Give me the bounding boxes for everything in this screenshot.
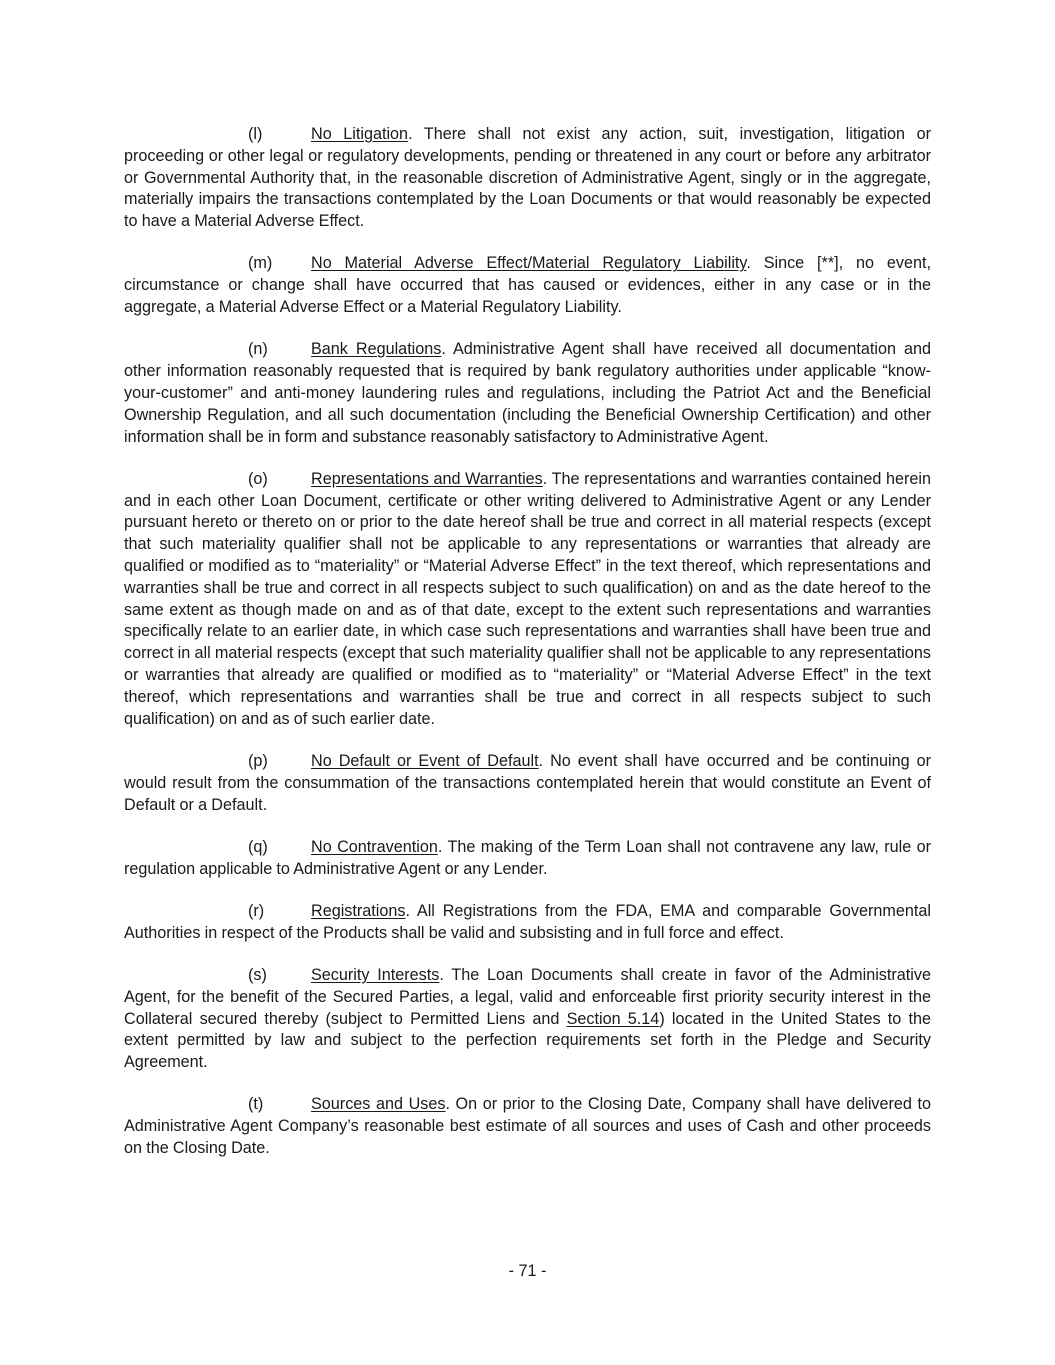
section-l bbox=[124, 124, 931, 233]
section-heading: No Default or Event of Default bbox=[311, 751, 539, 770]
page-number: - 71 - bbox=[508, 1262, 547, 1280]
section-p bbox=[124, 751, 931, 816]
section-heading: Sources and Uses bbox=[311, 1095, 446, 1114]
section-text: . All Registrations from the FDA, EMA and comparable Governmental Authorities in respect of the Products shall be valid and subsisting and in full force and effect. bbox=[124, 901, 931, 942]
section-q bbox=[124, 837, 931, 881]
section-label: (m) bbox=[248, 254, 273, 273]
section-o bbox=[124, 469, 931, 731]
section-label: (o) bbox=[248, 469, 268, 488]
section-m bbox=[124, 253, 931, 318]
section-text: . Administrative Agent shall have received all documentation and other information reasonably requested that is required by bank regulatory authorities under applicable “know-your-customer” and anti-money laundering rules and regulations, including the Patriot Act and the Beneficial Ownership Regulation, and all such documentation (including the Beneficial Ownership Certification) and other information shall be in form and substance reasonably satisfactory to Administrative Agent. bbox=[124, 340, 931, 446]
section-heading: Registrations bbox=[311, 901, 406, 920]
section-text-continued: ) located in the United States to the extent permitted by law and subject to the perfection requirements set forth in the Pledge and Security Agreement. bbox=[124, 1009, 931, 1072]
section-heading: Security Interests bbox=[311, 966, 440, 984]
section-label: (p) bbox=[248, 751, 268, 770]
section-n bbox=[124, 339, 931, 448]
section-s bbox=[124, 965, 931, 1074]
section-text: . On or prior to the Closing Date, Company shall have delivered to Administrative Agent Company’s reasonable best estimate of all sources and uses of Cash and other proceeds on the Closing Date. bbox=[124, 1095, 932, 1158]
section-label: (l) bbox=[248, 125, 263, 143]
section-heading: No Contravention bbox=[311, 837, 438, 856]
section-text: . There shall not exist any action, suit, investigation, litigation or proceeding or other legal or regulatory developments, pending or threatened in any court or before any arbitrator or Governmental Authority that, in the reasonable discretion of Administrative Agent, singly or in the aggregate, materially impairs the transactions contemplated by the Loan Documents or that would reasonably be expected to have a Material Adverse Effect. bbox=[124, 125, 931, 231]
section-label: (r) bbox=[248, 901, 265, 920]
section-text: . Since [**], no event, circumstance or change shall have occurred that has caused or evidences, either in any case or in the aggregate, a Material Adverse Effect or a Material Regulatory Liability. bbox=[124, 254, 931, 317]
section-text: . The Loan Documents shall create in favor of the Administrative Agent, for the benefit of the Secured Parties, a legal, valid and enforceable first priority security interest in the Collateral secured thereby (subject to Permitted Liens and bbox=[124, 966, 931, 1028]
section-cross-reference: Section 5.14 bbox=[566, 1009, 660, 1028]
section-text: . The making of the Term Loan shall not contravene any law, rule or regulation applicable to Administrative Agent or any Lender. bbox=[124, 837, 931, 878]
section-label: (n) bbox=[248, 340, 268, 359]
section-heading: No Litigation bbox=[311, 125, 409, 143]
section-text: . No event shall have occurred and be continuing or would result from the consummation of the transactions contemplated herein that would constitute an Event of Default or a Default. bbox=[124, 751, 932, 814]
section-label: (q) bbox=[248, 837, 268, 856]
section-heading: Representations and Warranties bbox=[311, 469, 543, 488]
section-heading: No Material Adverse Effect/Material Regulatory Liability bbox=[311, 254, 747, 273]
section-t bbox=[124, 1094, 931, 1159]
section-label: (s) bbox=[248, 966, 267, 984]
section-label: (t) bbox=[248, 1095, 264, 1114]
section-r bbox=[124, 901, 931, 945]
section-heading: Bank Regulations bbox=[311, 340, 442, 359]
document-body bbox=[124, 124, 931, 1180]
section-text: . The representations and warranties contained herein and in each other Loan Document, certificate or other writing delivered to Administrative Agent or any Lender pursuant hereto or thereto on or prior to the date hereof shall be true and correct in all material respects (except that such materiality qualifier shall not be applicable to any representations or warranties that already are qualified or modified as to “materiality” or “Material Adverse Effect” in the text thereof, which representations and warranties shall be true and correct in all respects subject to such qualification) on and as the date hereof to the same extent as though made on and as of that date, except to the extent such representations and warranties specifically relate to an earlier date, in which case such representations and warranties shall have been true and correct in all material respects (except that such materiality qualifier shall not be applicable to any representations or warranties that already are qualified or modified as to “materiality” or “Material Adverse Effect” in the text thereof, which representations and warranties shall be true and correct in all respects subject to such qualification) on and as of such earlier date. bbox=[124, 469, 931, 728]
